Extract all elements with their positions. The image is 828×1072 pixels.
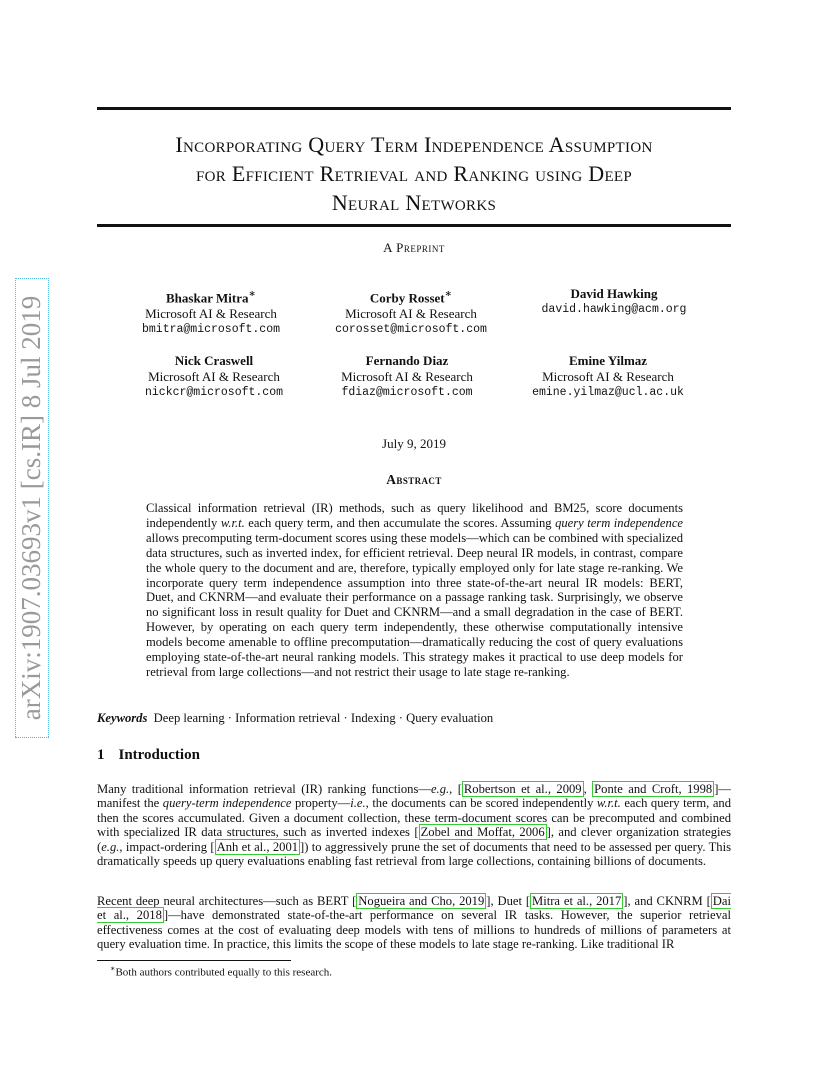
author-name: Corby Rosset∗: [369, 288, 453, 306]
author-email[interactable]: emine.yilmaz@ucl.ac.uk: [532, 386, 684, 399]
author-block: [311, 286, 511, 338]
footnote-rule: [97, 960, 291, 961]
author-block: [508, 353, 708, 401]
citation-link[interactable]: Dai et al., 2018: [97, 894, 731, 923]
author-name: Emine Yilmaz: [568, 353, 648, 368]
citation-link[interactable]: Zobel and Moffat, 2006: [420, 825, 545, 840]
author-email[interactable]: david.hawking@acm.org: [541, 303, 687, 316]
author-name: David Hawking: [570, 286, 658, 301]
citation-link[interactable]: Ponte and Croft, 1998: [594, 782, 713, 796]
citation-link[interactable]: Anh et al., 2001: [216, 839, 299, 854]
author-footnote-mark: ∗: [444, 288, 453, 300]
author-name: Nick Craswell: [174, 353, 254, 368]
author-email[interactable]: nickcr@microsoft.com: [144, 386, 284, 399]
abstract-text: Classical information retrieval (IR) methods, such as query likelihood and BM25, score documents independently w.r.t. each query term, and then accumulate the scores. Assuming query term independence allows precomputing term-document scores using these models—which can be combined with specialized data structures, such as inverted index, for efficient retrieval. Deep neural IR models, in contrast, compare the whole query to the document and are, therefore, typically employed only for late stage re-ranking. We incorporate query term independence assumption into three state-of-the-art neural IR models: BERT, Duet, and CKNRM—and evaluate their performance on a passage ranking task. Surprisingly, we observe no significant loss in result quality for Duet and CKNRM—and a small degradation in the case of BERT. However, by operating on each query term independently, these otherwise computationally intensive models become amenable to offline precomputation—dramatically reducing the cost of query evaluations employing state-of-the-art neural ranking models. This strategy makes it practical to use deep models for retrieval from large collections—and not restrict their usage to late stage re-ranking.: [146, 501, 683, 679]
title-line: Incorporating Query Term Independence Assumption: [175, 132, 653, 157]
title-top-rule: [97, 107, 731, 110]
keywords-line: [97, 711, 493, 726]
section-title: Introduction: [118, 747, 200, 763]
citation-link[interactable]: Mitra et al., 2017: [532, 894, 622, 908]
author-email[interactable]: fdiaz@microsoft.com: [341, 386, 473, 399]
intro-paragraph: Recent deep neural architectures—such as BERT [ Nogueira and Cho, 2019 ], Duet [ Mitra et al., 2017 ], and CKNRM [ Dai et al., 2018 ]—have demonstrated state-of-the-art performance on several IR tasks. However, the superior retrieval effectiveness comes at the cost of evaluating deep models with tens of millions to hundreds of millions of parameters at query evaluation time. In practice, this limits the scope of these models to late stage re-ranking. Like traditional IR: [97, 894, 731, 952]
abstract-heading: Abstract: [386, 472, 442, 487]
title-bottom-rule: [97, 224, 731, 227]
author-affiliation: Microsoft AI & Research: [345, 306, 477, 322]
intro-paragraph: Many traditional information retrieval (IR) ranking functions—e.g., [ Robertson et al., 2009 , Ponte and Croft, 1998 ]—manifest the query-term independence property—i.e., the documents can be scored independently w.r.t. each query term, and then the scores accumulated. Given a document collection, these term-document scores can be precomputed and combined with specialized IR data structures, such as inverted indexes [ Zobel and Moffat, 2006 ], and clever organization strategies (e.g., impact-ordering [ Anh et al., 2001 ]) to aggressively prune the set of documents that need to be assessed per query. This dramatically speeds up query evaluations enabling fast retrieval from large collections, containing billions of documents.: [97, 782, 732, 869]
author-name: Bhaskar Mitra∗: [166, 288, 256, 306]
author-affiliation: Microsoft AI & Research: [145, 306, 277, 322]
author-footnote-mark: ∗: [248, 288, 256, 300]
keywords-label: Keywords: [97, 711, 148, 725]
author-affiliation: Microsoft AI & Research: [542, 369, 674, 384]
author-affiliation: Microsoft AI & Research: [148, 369, 280, 384]
author-block: [514, 286, 714, 318]
citation-link[interactable]: Robertson et al., 2009: [463, 782, 582, 796]
author-email[interactable]: corosset@microsoft.com: [335, 323, 487, 337]
publication-date: July 9, 2019: [382, 436, 446, 451]
footnote-text: Both authors contributed equally to this research.: [115, 966, 333, 979]
author-email[interactable]: bmitra@microsoft.com: [141, 323, 281, 337]
paper-title: [97, 130, 731, 217]
arxiv-stamp: arXiv:1907.03693v1 [cs.IR] 8 Jul 2019: [15, 278, 49, 738]
preprint-label: A Preprint: [383, 240, 445, 255]
citation-link[interactable]: Nogueira and Cho, 2019: [358, 894, 485, 908]
author-block: [307, 353, 507, 401]
title-line: for Efficient Retrieval and Ranking using Deep: [195, 161, 633, 186]
footnote: [110, 964, 332, 979]
section-number: 1: [97, 747, 105, 763]
author-block: [114, 353, 314, 401]
author-block: [111, 286, 311, 338]
author-affiliation: Microsoft AI & Research: [341, 369, 473, 384]
section-heading: [97, 747, 214, 764]
keywords-text: Deep learning · Information retrieval · Indexing · Query evaluation: [153, 711, 494, 725]
author-name: Fernando Diaz: [365, 353, 449, 368]
title-line: Neural Networks: [331, 190, 497, 215]
footnote-mark: ∗: [110, 964, 116, 973]
